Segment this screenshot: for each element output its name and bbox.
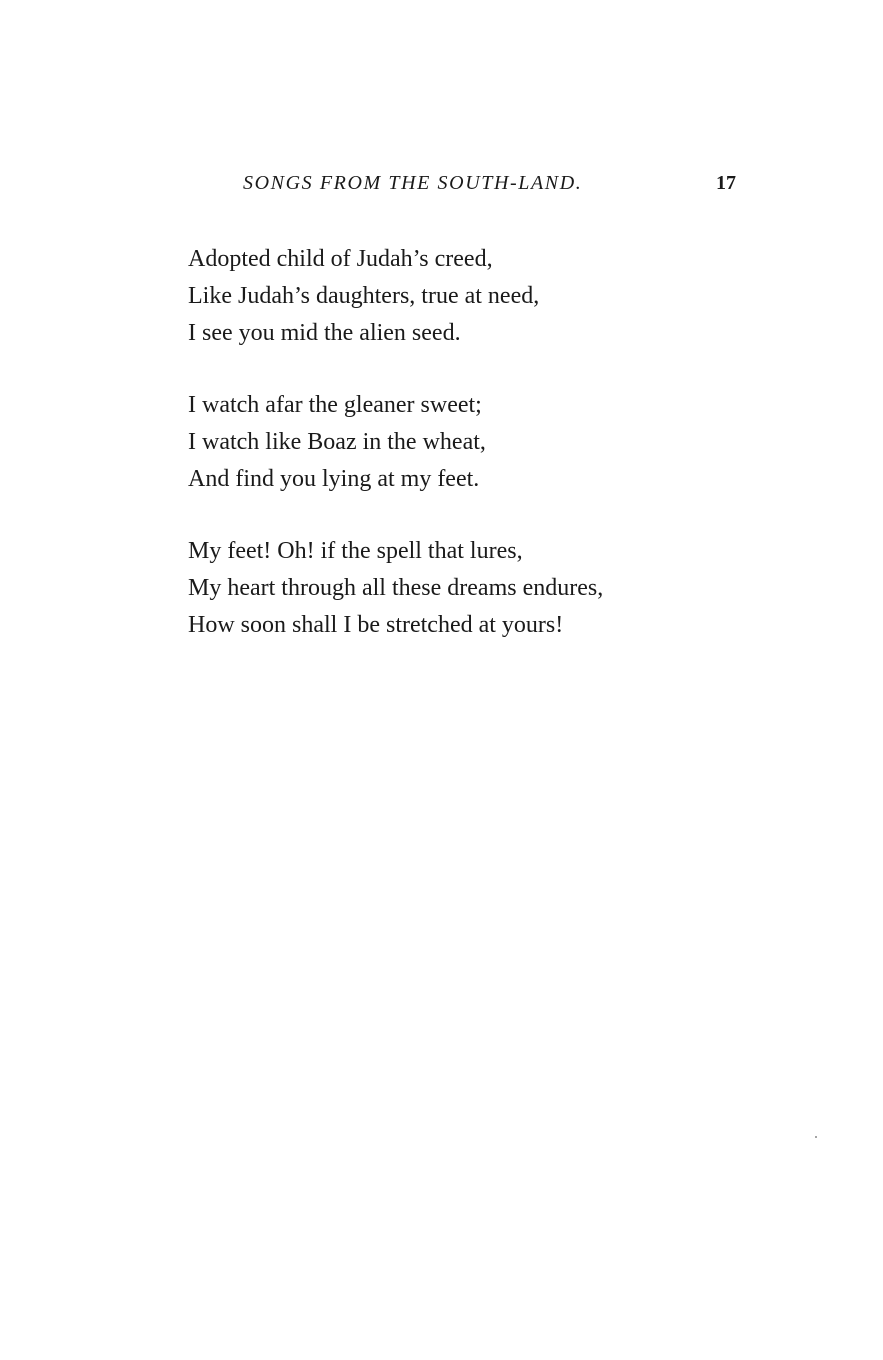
poem-line: I see you mid the alien seed. — [188, 320, 461, 346]
paper-speck — [815, 1136, 817, 1138]
poem-line: Like Judah’s daughters, true at need, — [188, 283, 540, 309]
poem-line: Adopted child of Judah’s creed, — [188, 246, 493, 272]
poem — [188, 241, 748, 679]
stanza-2 — [188, 387, 748, 498]
poem-line: How soon shall I be stretched at yours! — [188, 612, 564, 638]
poem-line: I watch like Boaz in the wheat, — [188, 429, 486, 455]
running-head — [0, 172, 883, 202]
running-title: SONGS FROM THE SOUTH-LAND. — [243, 172, 583, 194]
poem-line: And find you lying at my feet. — [188, 466, 480, 492]
stanza-3 — [188, 533, 748, 644]
poem-line: My feet! Oh! if the spell that lures, — [188, 538, 523, 564]
poem-line: I watch afar the gleaner sweet; — [188, 392, 482, 418]
stanza-1 — [188, 241, 748, 352]
poem-line: My heart through all these dreams endures, — [188, 575, 604, 601]
page-number: 17 — [716, 172, 736, 194]
